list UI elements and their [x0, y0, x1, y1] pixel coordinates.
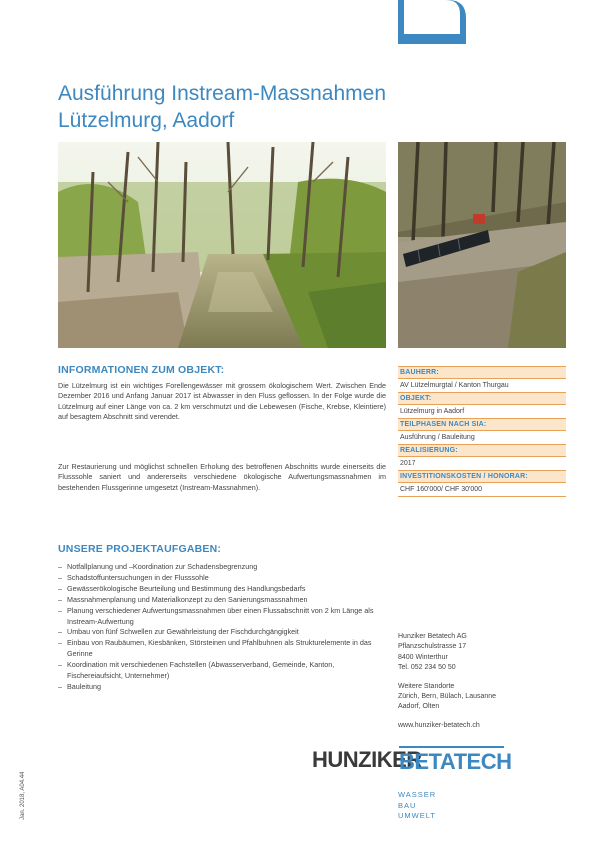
- locations-heading: Weitere Standorte: [398, 682, 455, 690]
- fact-label-object: OBJEKT:: [398, 392, 566, 404]
- tagline: [398, 790, 436, 822]
- list-item: – Gewässerökologische Beurteilung und Bestimmung des Handlungsbedarfs: [58, 584, 388, 595]
- company-street: Pflanzschulstrasse 17: [398, 643, 467, 651]
- locations-line-2: Aadorf, Olten: [398, 703, 440, 711]
- tasks-heading: UNSERE PROJEKTAUFGABEN:: [58, 543, 222, 555]
- document-code: Jan. 2018, A04.44: [20, 771, 26, 820]
- title-line-2: Lützelmurg, Aadorf: [58, 109, 235, 132]
- brand-logo: [312, 744, 512, 776]
- tagline-environment: UMWELT: [398, 811, 436, 820]
- task-list: [58, 562, 388, 693]
- website-link[interactable]: www.hunziker-betatech.ch: [398, 721, 480, 729]
- list-item: – Notfallplanung und –Koordination zur Schadensbegrenzung: [58, 562, 388, 573]
- fact-value-phases: Ausführung / Bauleitung: [398, 430, 566, 444]
- brand-word-2: BETATECH: [399, 749, 512, 774]
- list-item: – Umbau von fünf Schwellen zur Gewährleistung der Fischdurchgängigkeit: [58, 627, 388, 638]
- title-line-1: Ausführung Instream-Massnahmen: [58, 82, 386, 105]
- fact-label-realization: REALISIERUNG:: [398, 444, 566, 456]
- list-item: – Koordination mit verschiedenen Fachstellen (Abwasserverband, Gemeinde, Kanton, Fischereiaufsicht, Unternehmer): [58, 660, 388, 682]
- brand-word-1: HUNZIKER: [312, 747, 422, 772]
- fact-label-client: BAUHERR:: [398, 366, 566, 378]
- info-paragraph-1: Die Lützelmurg ist ein wichtiges Forellengewässer mit grossem ökologischem Wert. Zwischen Ende Dezember 2016 und Anfang Januar 2017 ist Abwasser in den Fluss geflossen. In der Folge wurde die Lützelmurg auf einer Länge von ca. 2 km verschmutzt und die Lebewesen (Fische, Krebse, Kleintiere) auf besagtem Abschnitt sind verendet.: [58, 381, 386, 421]
- fact-value-costs: CHF 160'000/ CHF 30'000: [398, 482, 566, 497]
- info-paragraph-2: Zur Restaurierung und möglichst schnellen Erholung des betroffenen Abschnitts wurde einerseits die Flusssohle saniert und andererseits verschiedene ökologische Aufwertungsmassnahmen im bestehenden Flussgerinne umgesetzt (Instream-Massnahmen).: [58, 462, 386, 492]
- list-item: – Einbau von Raubäumen, Kiesbänken, Störsteinen und Pfahlbuhnen als Strukturelemente in das Gerinne: [58, 638, 388, 660]
- list-item: – Bauleitung: [58, 682, 388, 693]
- fact-label-costs: INVESTITIONSKOSTEN / HONORAR:: [398, 470, 566, 482]
- company-phone[interactable]: Tel. 052 234 50 50: [398, 664, 456, 672]
- list-item: – Massnahmenplanung und Materialkonzept zu den Sanierungsmassnahmen: [58, 595, 388, 606]
- tagline-water: WASSER: [398, 790, 437, 799]
- stream-photo: [58, 142, 386, 348]
- fact-value-client: AV Lützelmurgtal / Kanton Thurgau: [398, 378, 566, 392]
- fact-value-realization: 2017: [398, 456, 566, 470]
- construction-photo: [398, 142, 566, 348]
- info-heading: INFORMATIONEN ZUM OBJEKT:: [58, 364, 225, 376]
- project-facts-table: [398, 366, 566, 497]
- tagline-build: BAU: [398, 800, 417, 810]
- locations-line-1: Zürich, Bern, Bülach, Lausanne: [398, 693, 497, 701]
- company-city: 8400 Winterthur: [398, 653, 448, 661]
- list-item: – Planung verschiedener Aufwertungsmassnahmen über einen Flussabschnitt von 2 km Länge als Instream-Aufwertung: [58, 606, 388, 628]
- page-title: [58, 80, 538, 134]
- company-name: Hunziker Betatech AG: [398, 633, 467, 640]
- company-address: [398, 632, 568, 731]
- list-item: – Schadstoffuntersuchungen in der Flusssohle: [58, 573, 388, 584]
- logo-mark: [398, 0, 468, 44]
- fact-value-object: Lützelmurg in Aadorf: [398, 404, 566, 418]
- fact-label-phases: TEILPHASEN NACH SIA:: [398, 418, 566, 430]
